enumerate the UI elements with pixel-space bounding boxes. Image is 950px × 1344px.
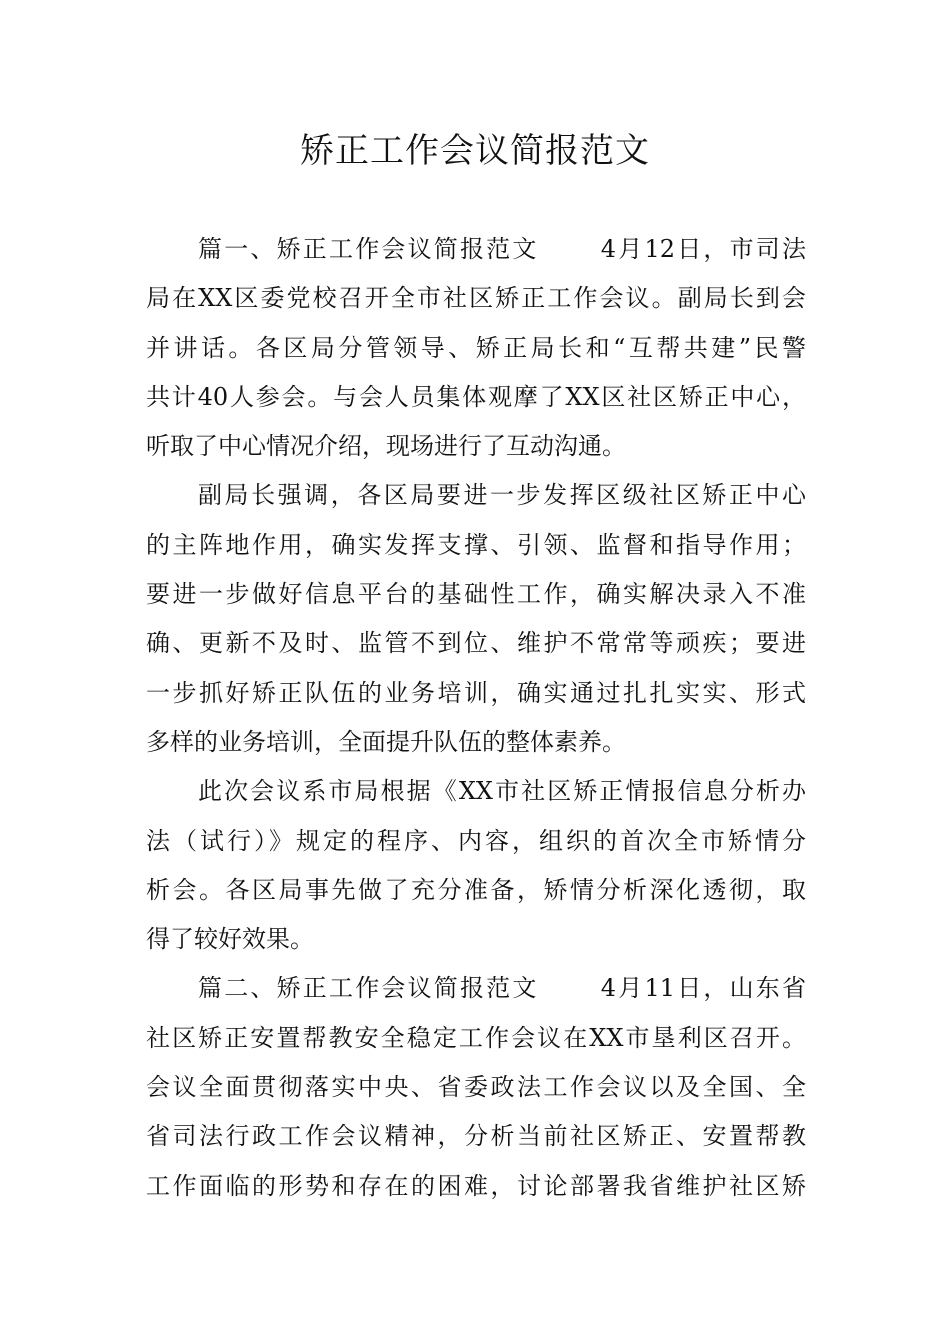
text-line: 并讲话。各区局分管领导、矫正局长和“互帮共建”民警 — [146, 333, 806, 362]
document-title: 矫正工作会议简报范文 — [300, 131, 650, 171]
text-line: 篇一、矫正工作会议简报范文 4月12日，市司法 — [198, 235, 806, 263]
text-line: 法（试行）》规定的程序、内容，组织的首次全市矫情分 — [146, 826, 806, 855]
text-line: 析会。各区局事先做了充分准备，矫情分析深化透彻，取 — [146, 875, 806, 904]
text-line: 局在XX区委党校召开全市社区矫正工作会议。副局长到会 — [146, 284, 806, 313]
text-line: 社区矫正安置帮教安全稳定工作会议在XX市垦利区召开。 — [146, 1023, 806, 1052]
text-line: 确、更新不及时、监管不到位、维护不常常等顽疾；要进 — [146, 629, 806, 658]
text-line: 多样的业务培训，全面提升队伍的整体素养。 — [146, 727, 626, 756]
text-line: 会议全面贯彻落实中央、省委政法工作会议以及全国、全 — [146, 1073, 806, 1102]
text-line: 此次会议系市局根据《XX市社区矫正情报信息分析办 — [198, 777, 806, 806]
text-line: 篇二、矫正工作会议简报范文 4月11日，山东省 — [198, 974, 806, 1003]
text-line: 省司法行政工作会议精神，分析当前社区矫正、安置帮教 — [146, 1122, 806, 1151]
text-line: 要进一步做好信息平台的基础性工作，确实解决录入不准 — [146, 580, 806, 609]
text-line: 共计40人参会。与会人员集体观摩了XX区社区矫正中心， — [146, 382, 806, 411]
text-line: 听取了中心情况介绍，现场进行了互动沟通。 — [146, 432, 626, 461]
text-line: 一步抓好矫正队伍的业务培训，确实通过扎扎实实、形式 — [146, 678, 806, 707]
text-line: 得了较好效果。 — [146, 925, 314, 954]
text-line: 的主阵地作用，确实发挥支撑、引领、监督和指导作用； — [146, 530, 806, 559]
text-line: 副局长强调，各区局要进一步发挥区级社区矫正中心 — [198, 481, 806, 510]
text-line: 工作面临的形势和存在的困难，讨论部署我省维护社区矫 — [146, 1171, 806, 1200]
document-body — [146, 225, 806, 1211]
